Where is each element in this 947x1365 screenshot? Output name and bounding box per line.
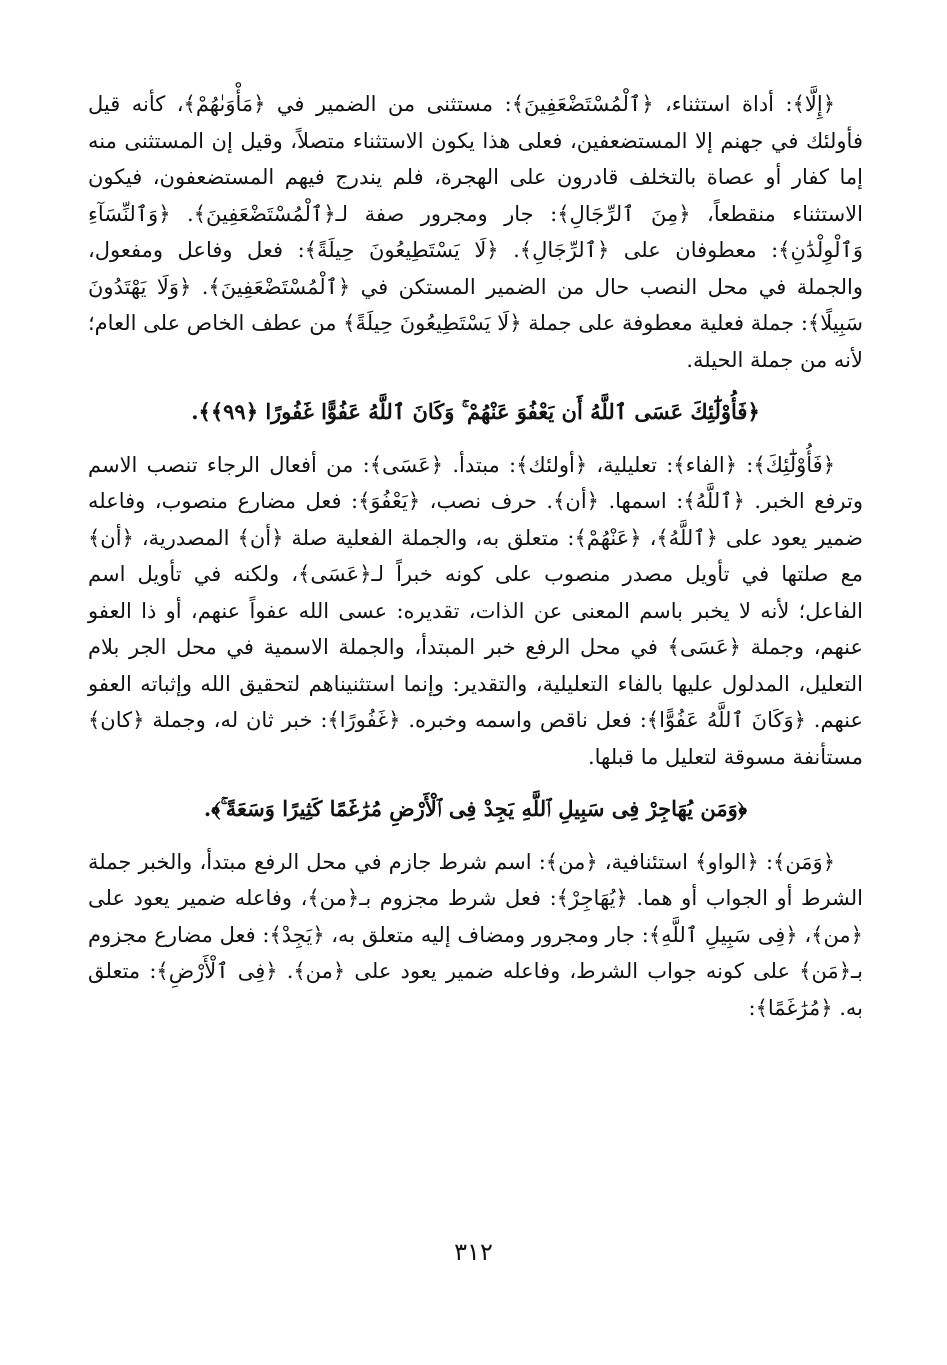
page-body (88, 86, 863, 1026)
page-number: ٣١٢ (454, 1238, 493, 1266)
quran-verse-2: ﴿وَمَن يُهَاجِرْ فِى سَبِيلِ ٱللَّهِ يَجِدْ فِى ٱلْأَرْضِ مُرَٰغَمًا كَثِيرًا وَسَعَةً ۚ﴾. (203, 796, 748, 821)
paragraph-1: ﴿إِلَّا﴾: أداة استثناء، ﴿ٱلْمُسْتَضْعَفِينَ﴾: مستثنى من الضمير في ﴿مَأْوَىٰهُمْ﴾، كأنه قيل فأولئك في جهنم إلا المستضعفين، فعلى هذا يكون الاستثناء متصلاً، وقيل إن المستثنى منه إما كفار أو عصاة بالتخلف قادرون على الهجرة، فلم يندرج فيهم المستضعفون، فيكون الاستثناء منقطعاً، ﴿مِنَ ٱلرِّجَالِ﴾: جار ومجرور صفة لـ﴿ٱلْمُسْتَضْعَفِينَ﴾. ﴿وَٱلنِّسَآءِ وَٱلْوِلْدَٰنِ﴾: معطوفان على ﴿ٱلرِّجَالِ﴾. ﴿لَا يَسْتَطِيعُونَ حِيلَةً﴾: فعل وفاعل ومفعول، والجملة في محل النصب حال من الضمير المستكن في ﴿ٱلْمُسْتَضْعَفِينَ﴾. ﴿وَلَا يَهْتَدُونَ سَبِيلًا﴾: جملة فعلية معطوفة على جملة ﴿لَا يَسْتَطِيعُونَ حِيلَةً﴾ من عطف الخاص على العام؛ لأنه من جملة الحيلة. (88, 92, 863, 372)
paragraph-2: ﴿فَأُوْلَٰٓئِكَ﴾: ﴿الفاء﴾: تعليلية، ﴿أولئك﴾: مبتدأ. ﴿عَسَى﴾: من أفعال الرجاء تنصب الاسم وترفع الخبر. ﴿ٱللَّهُ﴾: اسمها. ﴿أن﴾. حرف نصب، ﴿يَعْفُوَ﴾: فعل مضارع منصوب، وفاعله ضمير يعود على ﴿ٱللَّهُ﴾، ﴿عَنْهُمْ﴾: متعلق به، والجملة الفعلية صلة ﴿أن﴾ المصدرية، ﴿أن﴾ مع صلتها في تأويل مصدر منصوب على كونه خبراً لـ﴿عَسَى﴾، ولكنه في تأويل اسم الفاعل؛ لأنه لا يخبر باسم المعنى عن الذات، تقديره: عسى الله عفواً عنهم، أو ذا العفو عنهم، وجملة ﴿عَسَى﴾ في محل الرفع خبر المبتدأ، والجملة الاسمية في محل الجر بلام التعليل، المدلول عليها بالفاء التعليلية، والتقدير: وإنما استثنيناهم لتحقيق الله وإثباته العفو عنهم. ﴿وَكَانَ ٱللَّهُ عَفُوًّا﴾: فعل ناقص واسمه وخبره. ﴿غَفُورًا﴾: خبر ثان له، وجملة ﴿كان﴾ مستأنفة مسوقة لتعليل ما قبلها. (88, 452, 863, 769)
paragraph-3: ﴿وَمَن﴾: ﴿الواو﴾ استئنافية، ﴿من﴾: اسم شرط جازم في محل الرفع مبتدأ، والخبر جملة الشرط أو الجواب أو هما. ﴿يُهَاجِرْ﴾: فعل شرط مجزوم بـ﴿من﴾، وفاعله ضمير يعود على ﴿من﴾، ﴿فِى سَبِيلِ ٱللَّهِ﴾: جار ومجرور ومضاف إليه متعلق به، ﴿يَجِدْ﴾: فعل مضارع مجزوم بـ﴿مَن﴾ على كونه جواب الشرط، وفاعله ضمير يعود على ﴿من﴾. ﴿فِى ٱلْأَرْضِ﴾: متعلق به. ﴿مُرَٰغَمًا﴾: (88, 849, 863, 1020)
quran-verse-1: ﴿فَأُوْلَٰٓئِكَ عَسَى ٱللَّهُ أَن يَعْفُوَ عَنْهُمْ ۚ وَكَانَ ٱللَّهُ عَفُوًّا غَفُورًا ﴿٩٩﴾﴾. (191, 399, 760, 424)
